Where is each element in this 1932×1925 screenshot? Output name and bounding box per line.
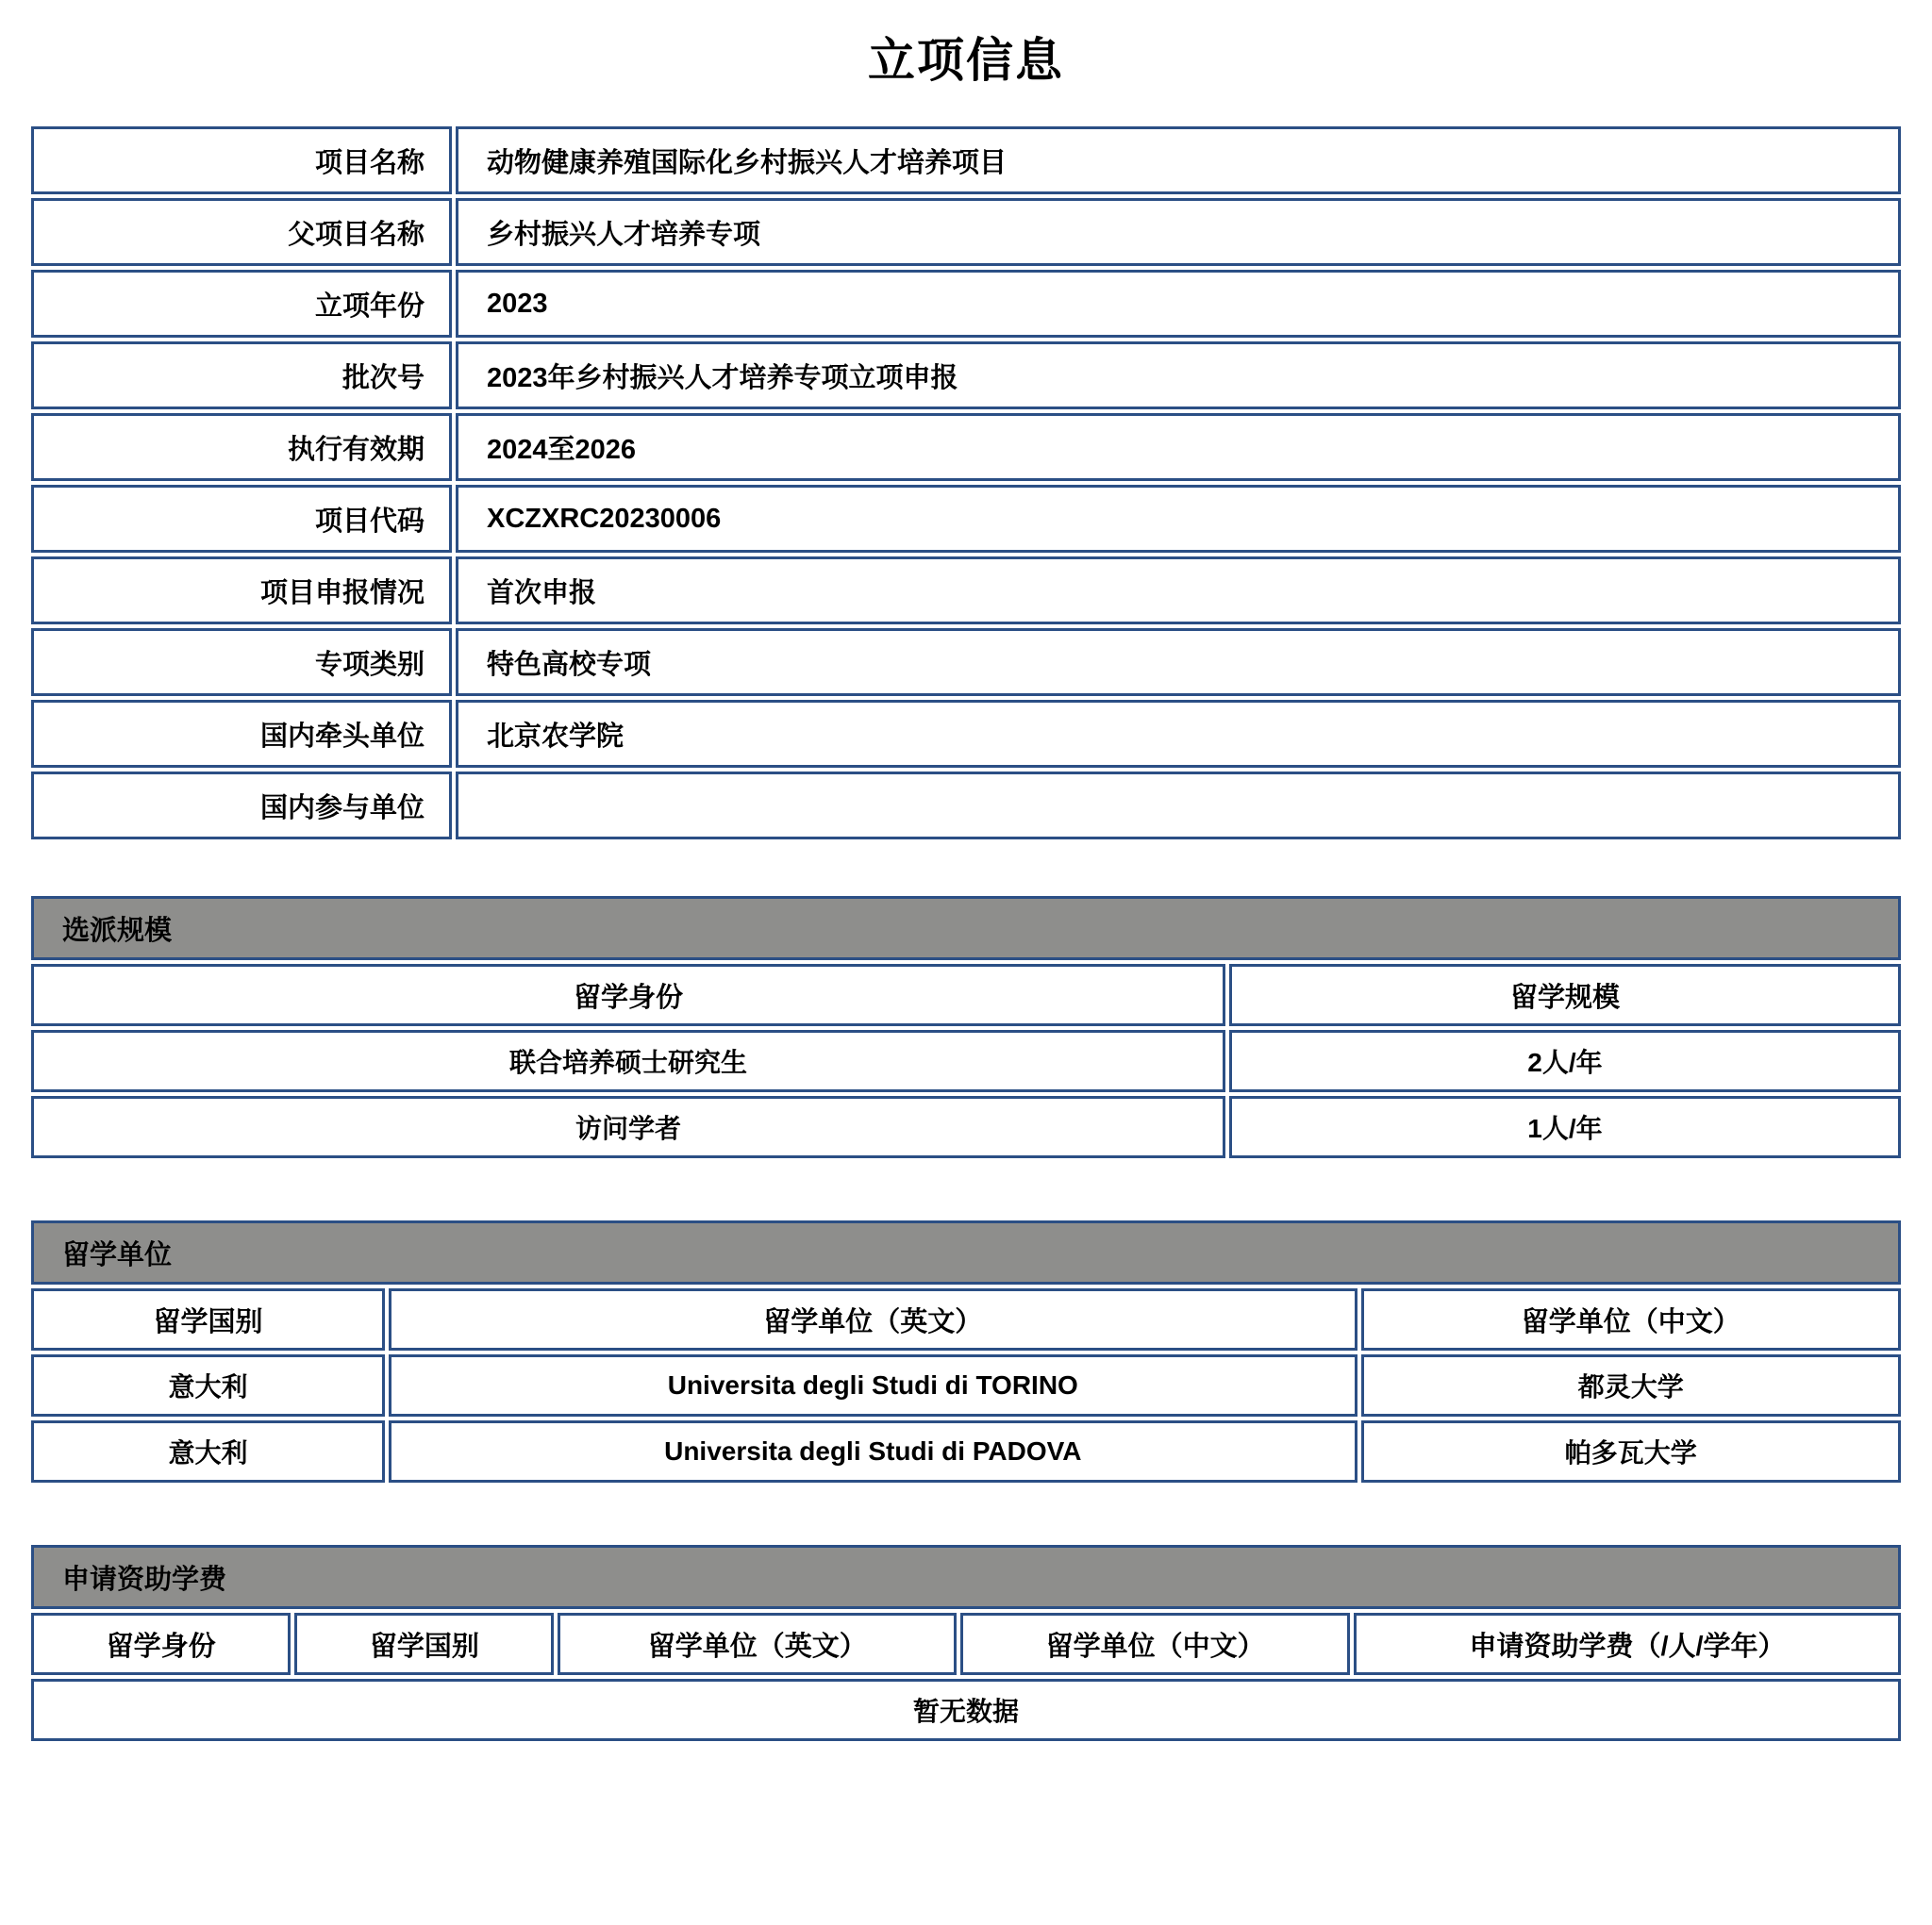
table-row — [31, 413, 1901, 481]
cell-unit-chinese: 帕多瓦大学 — [1361, 1420, 1901, 1483]
page-title: 立项信息 — [868, 34, 1064, 87]
column-header-row — [31, 1288, 1901, 1351]
cell-study-scale: 2人/年 — [1229, 1030, 1901, 1092]
row-value: 2023 — [456, 270, 1901, 338]
row-value: 2024至2026 — [456, 413, 1901, 481]
table-row — [31, 1354, 1901, 1417]
empty-data-cell: 暂无数据 — [31, 1679, 1901, 1741]
row-value — [456, 772, 1901, 839]
table-row — [31, 628, 1901, 696]
row-label: 执行有效期 — [31, 413, 452, 481]
row-label: 项目名称 — [31, 126, 452, 194]
section-header-row — [31, 896, 1901, 960]
column-header: 留学身份 — [31, 964, 1225, 1026]
column-header: 留学单位（中文） — [1361, 1288, 1901, 1351]
section-header-row — [31, 1545, 1901, 1609]
cell-unit-chinese: 都灵大学 — [1361, 1354, 1901, 1417]
row-value: 特色高校专项 — [456, 628, 1901, 696]
table-row — [31, 1420, 1901, 1483]
column-header: 留学规模 — [1229, 964, 1901, 1026]
column-header: 留学单位（中文） — [960, 1613, 1350, 1675]
table-row — [31, 1679, 1901, 1741]
cell-unit-english: Universita degli Studi di PADOVA — [389, 1420, 1357, 1483]
row-label: 专项类别 — [31, 628, 452, 696]
section-title: 留学单位 — [31, 1220, 1901, 1285]
column-header: 申请资助学费（/人/学年） — [1354, 1613, 1901, 1675]
row-label: 父项目名称 — [31, 198, 452, 266]
row-label: 国内参与单位 — [31, 772, 452, 839]
cell-unit-english: Universita degli Studi di TORINO — [389, 1354, 1357, 1417]
table-row — [31, 485, 1901, 553]
table-row — [31, 198, 1901, 266]
section-header-row — [31, 1220, 1901, 1285]
table-row — [31, 1030, 1901, 1092]
cell-country: 意大利 — [31, 1420, 385, 1483]
column-header: 留学国别 — [31, 1288, 385, 1351]
cell-study-identity: 访问学者 — [31, 1096, 1225, 1158]
cell-country: 意大利 — [31, 1354, 385, 1417]
table-row — [31, 772, 1901, 839]
table-row — [31, 556, 1901, 624]
section-title: 选派规模 — [31, 896, 1901, 960]
column-header: 留学单位（英文） — [558, 1613, 957, 1675]
column-header: 留学国别 — [294, 1613, 554, 1675]
row-value: XCZXRC20230006 — [456, 485, 1901, 553]
table-row — [31, 700, 1901, 768]
selection-scale-table — [27, 892, 1905, 1162]
table-row — [31, 1096, 1901, 1158]
section-title: 申请资助学费 — [31, 1545, 1901, 1609]
column-header-row — [31, 1613, 1901, 1675]
row-value: 北京农学院 — [456, 700, 1901, 768]
row-label: 批次号 — [31, 341, 452, 409]
column-header: 留学单位（英文） — [389, 1288, 1357, 1351]
cell-study-identity: 联合培养硕士研究生 — [31, 1030, 1225, 1092]
row-value: 首次申报 — [456, 556, 1901, 624]
cell-study-scale: 1人/年 — [1229, 1096, 1901, 1158]
column-header: 留学身份 — [31, 1613, 291, 1675]
table-row — [31, 270, 1901, 338]
tuition-funding-table — [27, 1541, 1905, 1745]
study-units-table — [27, 1217, 1905, 1486]
row-label: 国内牵头单位 — [31, 700, 452, 768]
row-value: 2023年乡村振兴人才培养专项立项申报 — [456, 341, 1901, 409]
row-label: 项目代码 — [31, 485, 452, 553]
row-label: 项目申报情况 — [31, 556, 452, 624]
column-header-row — [31, 964, 1901, 1026]
table-row — [31, 126, 1901, 194]
table-row — [31, 341, 1901, 409]
row-value: 动物健康养殖国际化乡村振兴人才培养项目 — [456, 126, 1901, 194]
row-value: 乡村振兴人才培养专项 — [456, 198, 1901, 266]
row-label: 立项年份 — [31, 270, 452, 338]
project-info-table — [27, 123, 1905, 843]
